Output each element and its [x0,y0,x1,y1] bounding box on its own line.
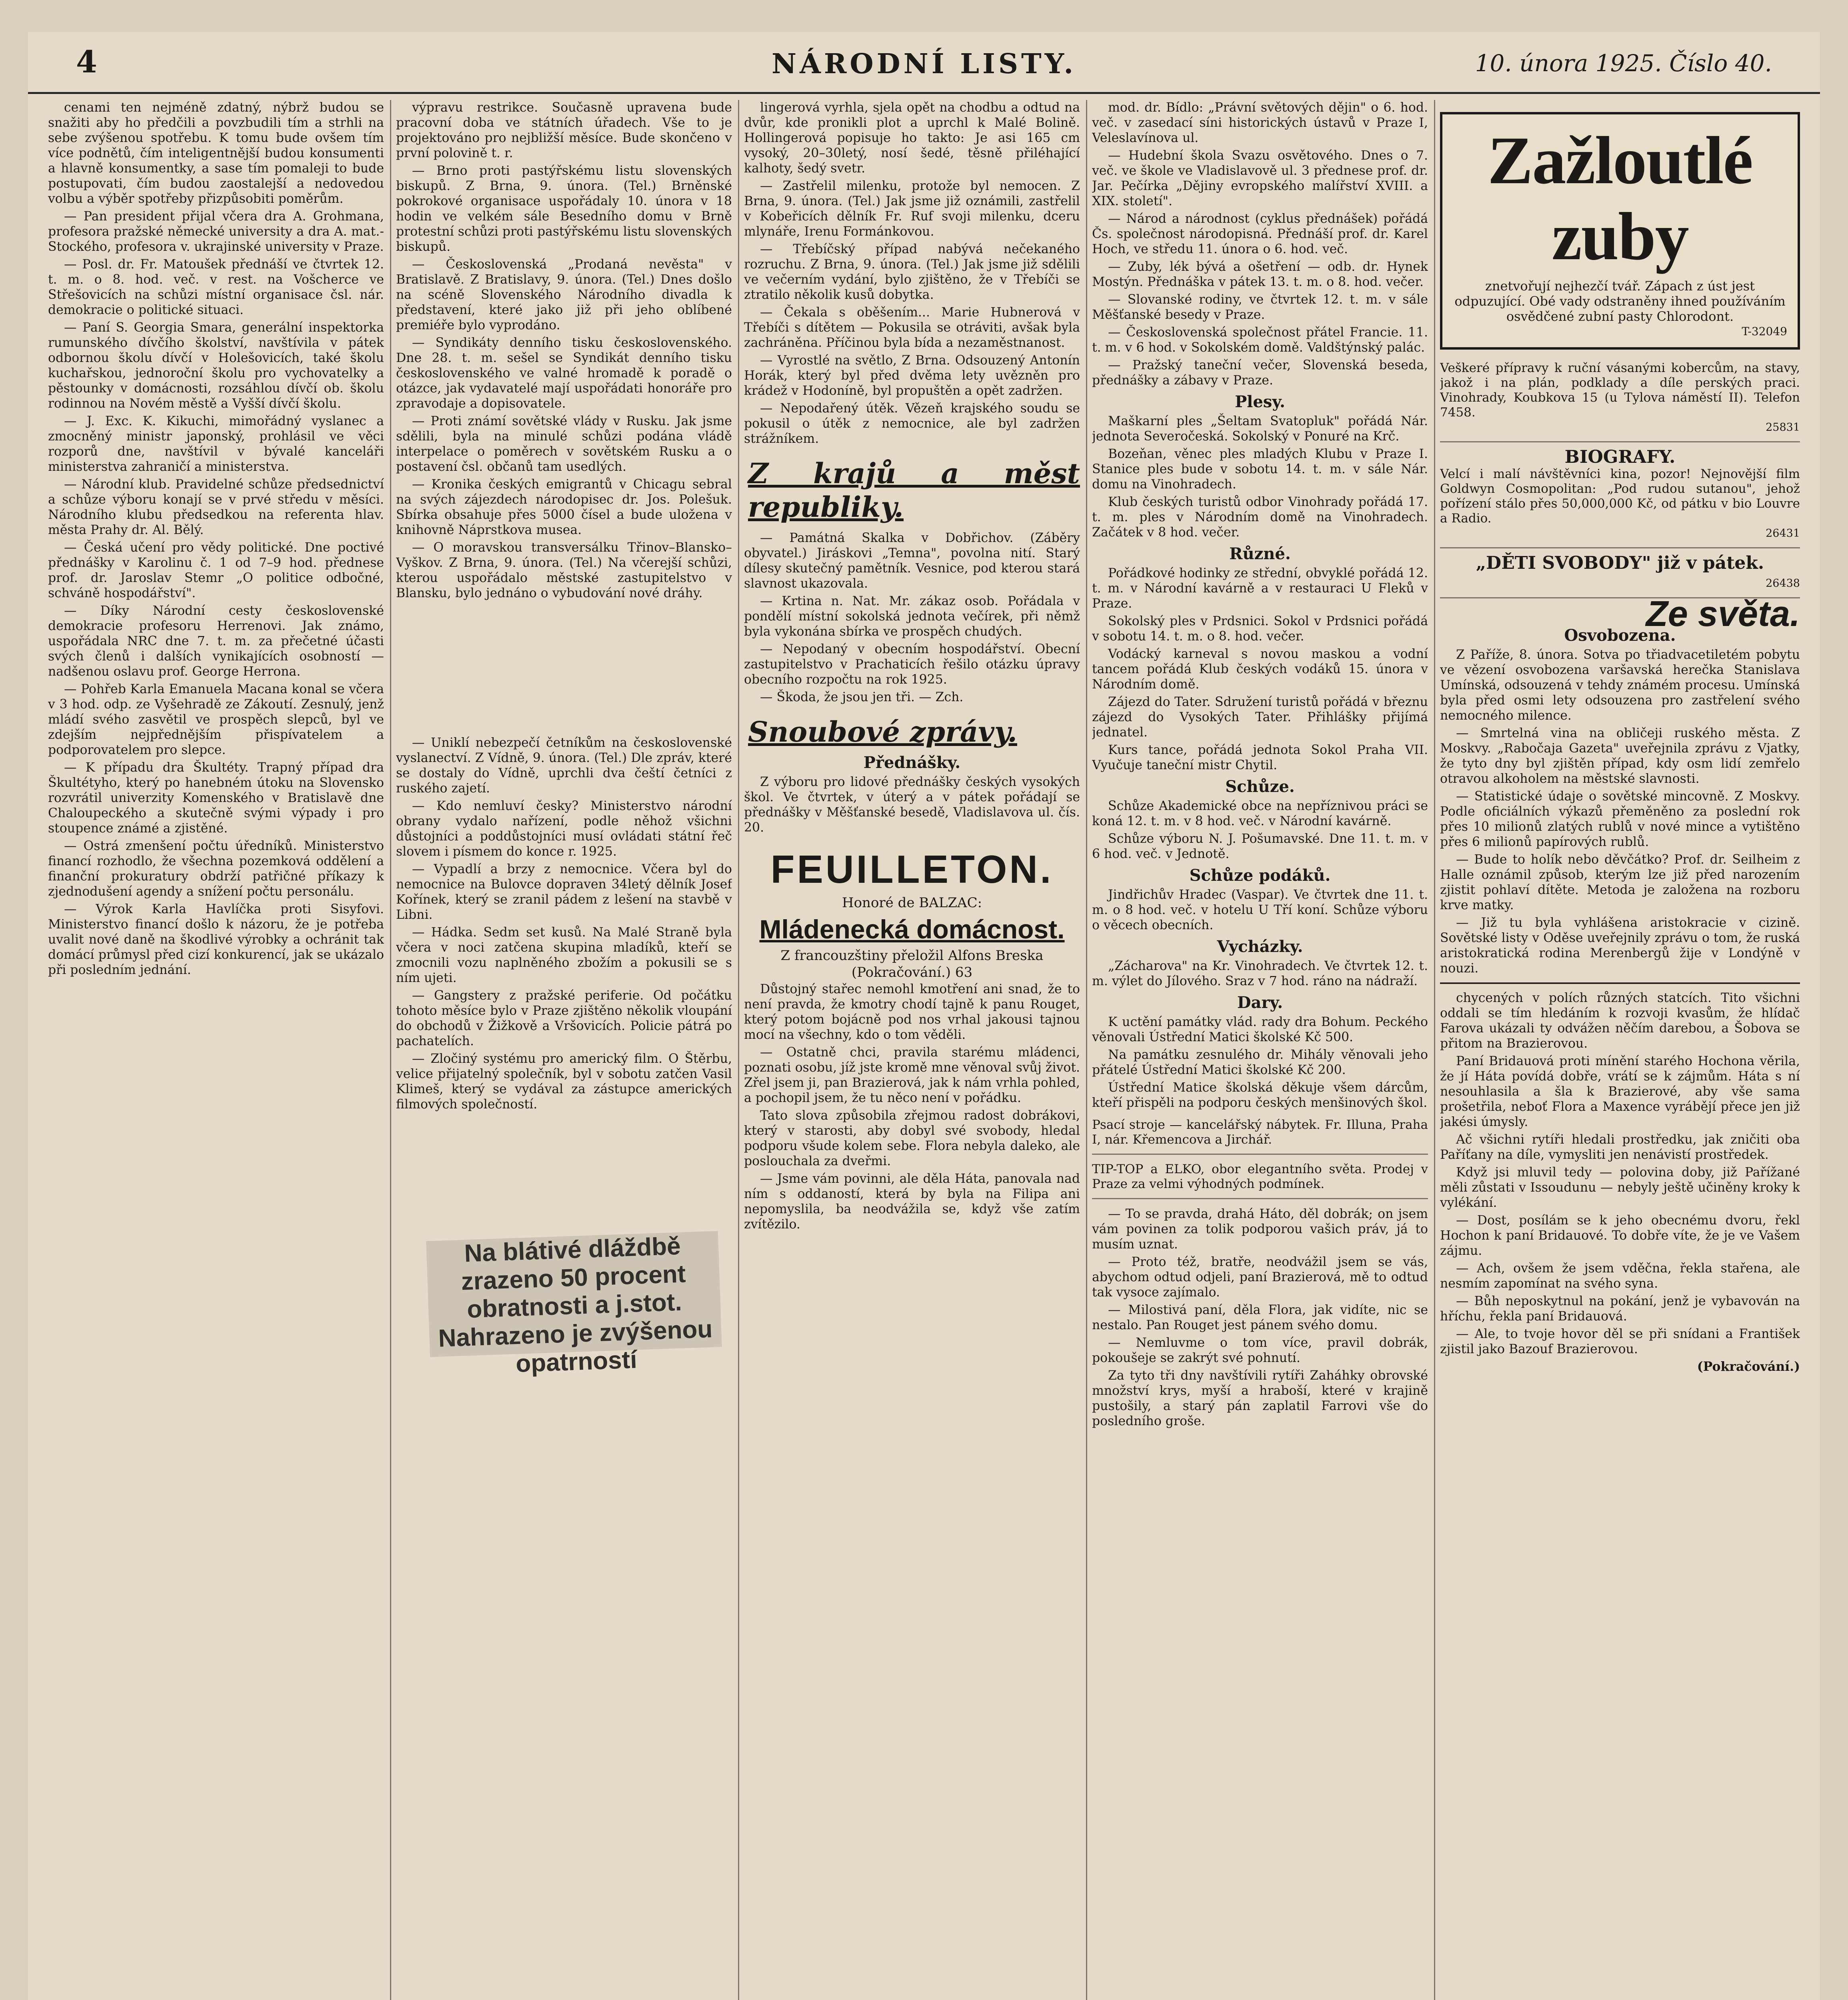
article-paragraph: Z výboru pro lidové přednášky českých vysokých škol. Ve čtvrtek, v úterý a v pátek pořádají se přednášky v Měšťanské besedě, Vladislavova ul. čís. 20. [744,775,1080,835]
article-paragraph: cenami ten nejméně zdatný, nýbrž budou se snažiti aby ho předčili a povzbudili tím a strhli na sebe zvýšenou spotřebu. K tomu bude ovšem tím více podnětů, čím inteligentnější budou konsumenti a hlavně konsumentky, a sase tím pomaleji to bude postupovati, čím budou zaostalejší a nedovedou volbu a výběr spotřeby přizpůsobiti poměrům. [48,100,384,206]
article-paragraph: — Zuby, lék bývá a ošetření — odb. dr. Hynek Mostýn. Přednáška v pátek 13. t. m. o 8. hod. večer. [1092,260,1428,289]
advertisement-headline: Zažloutlé zuby [1488,123,1752,274]
column-rule [1086,100,1087,2000]
toothpaste-advertisement [1440,112,1800,350]
cinema-reference: 26431 [1766,527,1800,540]
feuilleton-paragraph: Důstojný stařec nemohl kmotření ani snad, že to není pravda, že kmotry chodí tajně k panu Rouget, který potom bojácně pod nos vrhal jakousi tajnou mocí na všechny, kdo o tom věděli. [744,982,1080,1042]
article-paragraph: — Proti známí sovětské vlády v Rusku. Jak jsme sdělili, byla na minulé schůzi podána vládě interpelace o poměrech v sovětském Rusku a o postavení čsl. občanů tam usedlých. [396,414,732,474]
article-paragraph: Zájezd do Tater. Sdružení turistů pořádá v březnu zájezd do Vysokých Tater. Přihlášky přijímá jednatel. [1092,695,1428,740]
article-paragraph: — Vypadlí a brzy z nemocnice. Včera byl do nemocnice na Bulovce dopraven 34letý dělník Josef Kořínek, který se zranil pádem z lešení na stavbě v Libni. [396,862,732,922]
section-heading-gifts: Dary. [1237,993,1283,1012]
article-paragraph: K uctění památky vlád. rady dra Bohum. Peckého věnovali Ústřední Matici školské Kč 500. [1092,1015,1428,1044]
article-paragraph: — Vyrostlé na světlo, Z Brna. Odsouzený Antonín Horák, který byl před dvěma lety uvězněn pro krádež v Hodoníně, byl propuštěn a opět zadržen. [744,353,1080,398]
film-reference: 26438 [1766,577,1800,590]
article-paragraph: — K případu dra Škultéty. Trapný případ dra Škultétyho, který po hanebném útoku na Slovensko rozvrátil univerzity Komenského v Bratislavě dne Chaloupeckého a skutečně svými výpady i pro stoupence známé a zjistěné. [48,760,384,836]
boxed-headline-space [396,603,732,735]
boxed-headline: Na blátivé dláždbě zrazeno 50 procent obratnosti a j.stot. Nahrazeno je zvýšenou opatrností [426,1231,722,1357]
article-paragraph: Bozeňan, věnec ples mladých Klubu v Praze I. Stanice ples bude v sobotu 14. t. m. v sále Nár. domu na Vinohradech. [1092,447,1428,492]
article-paragraph: — Smrtelná vina na obličeji ruského města. Z Moskvy. „Rabočaja Gazeta" uveřejnila zprávu z Vjatky, že tyto dny byl zjištěn případ, kdy osm lidí zemřelo otravou alkoholem na městské slavnosti. [1440,726,1800,786]
classified-ad [1092,1118,1428,1155]
cinema-text: Velcí i malí návštěvníci kina, pozor! Nejnovější film Goldwyn Cosmopolitan: „Pod rudou sutanou", jehož pořízení stálo přes 50,000,000 Kč, od pátku v bio Louvre a Radio. [1440,467,1800,526]
cinema-advertisement [1440,447,1800,548]
column-1 [48,100,384,2000]
column-5 [1440,100,1800,2000]
article-paragraph: — Zastřelil milenku, protože byl nemocen. Z Brna, 9. února. (Tel.) Jak jsme již oznámili, zastřelil v Kobeřicích dělník Fr. Ruf svoji milenku, dceru mlynáře, Irenu Formánkovou. [744,179,1080,239]
article-paragraph: Maškarní ples „Šeltam Svatopluk" pořádá Nár. jednota Severočeská. Sokolský v Ponuré na Krč. [1092,414,1428,444]
classified-ad-text: Psací stroje — kancelářský nábytek. Fr. Illuna, Praha I, nár. Křemencova a Jirchář. [1092,1118,1428,1147]
article-paragraph: — Národní klub. Pravidelné schůze předsednictví a schůze výboru konají se v prvé středu v měsíci. Národního klubu předsedkou na referenta hlav. města Prahy dr. Al. Bělý. [48,477,384,537]
page-number: 4 [76,44,97,80]
feuilleton-paragraph: — Nemluvme o tom více, pravil dobrák, pokoušeje se zakrýt své pohnutí. [1092,1336,1428,1365]
column-rule [390,100,391,2000]
section-heading-world: Ze světa. [1646,594,1800,634]
article-paragraph: Schůze Akademické obce na nepříznivou práci se koná 12. t. m. v 8 hod. več. v Národní kavárně. [1092,799,1428,828]
section-heading-voter-meetings: Schůze podáků. [1189,866,1331,885]
column-rule [1434,100,1435,2000]
feuilleton-title: FEUILLETON. [770,847,1054,891]
article-paragraph: Schůze výboru N. J. Pošumavské. Dne 11. t. m. v 6 hod. več. v Jednotě. [1092,832,1428,861]
feuilleton-paragraph: — Jsme vám povinni, ale děla Háta, panovala nad ním s oddaností, která by byla na Filipa ani nepomyslila, ba neodvážila se, když vše zatím zvítězilo. [744,1172,1080,1232]
article-paragraph: — Škoda, že jsou jen tři. — Zch. [760,690,964,704]
article-paragraph: — Kronika českých emigrantů v Chicagu sebral na svých zájezdech národopisec dr. Jos. Polešuk. Sbírka obsahuje přes 5000 čísel a bude uložena v knihovně Náprstkova musea. [396,477,732,537]
article-paragraph: — Hádka. Sedm set kusů. Na Malé Straně byla včera v noci zatčena skupina mladíků, kteří se zmocnili vozu naplněného zbožím a pokusili se s ním ujeti. [396,925,732,985]
feuilleton-paragraph: — Proto též, bratře, neodvážil jsem se vás, abychom odtud odjeli, paní Brazierová, mě to odtud tak vysoce zajímalo. [1092,1255,1428,1300]
section-divider [1440,982,1800,984]
feuilleton-paragraph: — Bůh neposkytnul na pokání, jenž je vybavován na hříchu, řekla paní Bridauová. [1440,1294,1800,1324]
feuilleton-paragraph: — Ach, ovšem že jsem vděčna, řekla stařena, ale nesmím zapomínat na svého syna. [1440,1261,1800,1291]
article-paragraph: — Zločiný systému pro americký film. O Štěrbu, velice přijatelný společník, byl v sobotu zatčen Vasil Klimeš, který se vydával za zástupce amerických filmových společností. [396,1052,732,1112]
advertisement-text: znetvořují nejhezčí tvář. Zápach z úst jest odpuzující. Obé vady odstraněny ihned používáním osvědčené zubní pasty Chlorodont. [1454,278,1786,324]
column-3 [744,100,1080,2000]
article-paragraph: — Bude to holík nebo děvčátko? Prof. dr. Seilheim z Halle oznámil způsob, kterým lze již před narozením zjistit pohlaví dítěte. Metoda je založena na rozboru krve matky. [1440,852,1800,912]
article-paragraph: — J. Exc. K. Kikuchi, mimořádný vyslanec a zmocněný ministr japonský, prohlásil ve věci rozporů dne, navštívil v bývalé kanceláři ministerstva zahraničí a ministerstva. [48,414,384,474]
article-paragraph: Pořádkové hodinky ze střední, obvyklé pořádá 12. t. m. v Národní kavárně a v restauraci U Fleků v Praze. [1092,566,1428,611]
article-paragraph: — Kdo nemluví česky? Ministerstvo národní obrany vydalo nařízení, podle něhož všichni důstojníci a poddůstojníci musí ovládati státní řeč slovem i písmem do konce r. 1925. [396,799,732,859]
carpet-advertisement [1440,361,1800,442]
feuilleton-paragraph: — To se pravda, drahá Háto, děl dobrák; on jsem vám povinen za tolik podporou vašich práv, já to musím uznat. [1092,1207,1428,1252]
article-paragraph: Kurs tance, pořádá jednota Sokol Praha VII. Vyučuje taneční mistr Chytil. [1092,743,1428,772]
continued-label: (Pokračování.) [851,964,951,980]
article-paragraph: — Třebíčský případ nabývá nečekaného rozruchu. Z Brna, 9. února. (Tel.) Jak jsme již sdělili ve večerním vydání, bylo zjištěno, že v Třebíči se ztratilo několik kusů dobytka. [744,242,1080,302]
advertisement-reference: T-32049 [1742,325,1787,338]
feuilleton-paragraph: — Milostivá paní, děla Flora, jak vidíte, nic se nestalo. Pan Rouget jest pánem svého domu. [1092,1303,1428,1332]
article-paragraph: — Výrok Karla Havlíčka proti Sisyfovi. Ministerstvo financí došlo k názoru, že je potřeba uvalit nové daně na škodlivé výrobky a ochránit tak domácí průmysl před cizí konkurencí, jak se ukázalo při posledním jednání. [48,902,384,977]
article-paragraph: — Paní S. Georgia Smara, generální inspektorka rumunského dívčího školství, navštívila v pátek odbornou školu dívčí v Holešovicích, také školu kuchařskou, jednoroční školu pro vychovatelky a pěstounky v domácnosti, rozsáhlou dívčí ob. školu rodinnou na Novém městě a Vyšší dívčí školu. [48,320,384,411]
article-paragraph: — Památná Skalka v Dobřichov. (Záběry obyvatel.) Jiráskovi „Temna", povolna nití. Starý dílesy skutečný pamětník. Vesnice, pod kterou stará slavnost ukazovala. [744,531,1080,591]
article-paragraph: — Posl. dr. Fr. Matoušek přednáší ve čtvrtek 12. t. m. o 8. hod. več. v rest. na Vošcherce ve Střešovicích na schůzi místní organisace čsl. nár. demokracie o politické situaci. [48,257,384,317]
section-heading-meetings: Schůze. [1225,777,1295,796]
classified-ad [1092,1162,1428,1199]
article-paragraph: lingerová vyrhla, sjela opět na chodbu a odtud na dvůr, kde pronikli plot a uprchl k Malé Bolině. Hollingerová popisuje ho takto: Je asi 165 cm vysoký, 20–30letý, nosí šedé, těsně přiléhající kalhoty, šedý svetr. [744,100,1080,176]
article-paragraph: — Díky Národní cesty československé demokracie profesoru Herrenovi. Jak známo, uspořádala NRC dne 7. t. m. za přečetné účasti svých členů i dalších vynikajících osobností — nadšenou oslavu prof. George Herrona. [48,604,384,679]
article-paragraph: — Hudební škola Svazu osvětového. Dnes o 7. več. ve škole ve Vladislavově ul. 3 přednese prof. dr. Jar. Pečírka „Dějiny evropského malířství XVIII. a XIX. století". [1092,148,1428,208]
article-paragraph: — O moravskou transversálku Třinov–Blansko–Vyškov. Z Brna, 9. února. (Tel.) Na včerejší schůzi, kterou uspořádalo městské zastupitelstvo v Blansku, bylo jednáno o vybudování nové dráhy. [396,540,732,600]
newspaper-title: NÁRODNÍ LISTY. [771,48,1077,80]
article-paragraph: Jindřichův Hradec (Vaspar). Ve čtvrtek dne 11. t. m. o 8 hod. več. v hotelu U Tří koní. Schůze výboru o věcech obecních. [1092,888,1428,932]
article-paragraph: Ústřední Matice školská děkuje všem dárcům, kteří přispěli na podporu českých menšinových škol. [1092,1080,1428,1110]
feuilleton-paragraph: Paní Bridauová proti mínění starého Hochona věrila, že jí Háta povídá dobře, vrátí se k zájmům. Háta s ní nesouhlasila a šla k Brazierové, aby vše sama prošetřila, neboť Flora a Maxence vyrábějí přece jen již jakési úmysly. [1440,1054,1800,1129]
section-heading-outings: Vycházky. [1217,937,1303,956]
article-paragraph: „Zácharova" na Kr. Vinohradech. Ve čtvrtek 12. t. m. výlet do Jílového. Sraz v 7 hod. ráno na nádraží. [1092,959,1428,988]
feuilleton-novel-title: Mládenecká domácnost. [759,914,1065,944]
feuilleton-paragraph: chycených v polích různých statcích. Tito všichni oddali se tím hledáním k rozvoji kvasům, že hlídač Farova ukázali ty odvážen něčím darebou, a Šobova se přitom na Brazierovou. [1440,991,1800,1051]
feuilleton-paragraph: — Dost, posílám se k jeho obecnému dvoru, řekl Hochon k paní Bridauové. To dobře víte, že je ve Vašem zájmu. [1440,1213,1800,1258]
continued-note: (Pokračování.) [1697,1359,1800,1374]
article-paragraph: — Nepodařený útěk. Vězeň krajského soudu se pokusil o útěk z nemocnice, ale byl zadržen strážníkem. [744,401,1080,446]
feuilleton-paragraph: Za tyto tři dny navštívili rytíři Zaháhky obrovské množství krys, myší a hraboší, které v krajině pustošily, a starý pán zaplatil Farrovi vše do posledního groše. [1092,1368,1428,1428]
feuilleton-paragraph: Ač všichni rytíři hledali prostředku, jak zničiti oba Paříťany na díle, vymysliti jen nenávistí prostředek. [1440,1132,1800,1162]
article-paragraph: Klub českých turistů odbor Vinohrady pořádá 17. t. m. ples v Národním domě na Vinohradech. Začátek v 8 hod. večer. [1092,495,1428,540]
classified-ad-text: TIP-TOP a ELKO, obor elegantního světa. Prodej v Praze za velmi výhodných podmínek. [1092,1162,1428,1191]
cinema-heading: BIOGRAFY. [1564,447,1676,467]
feuilleton-paragraph: — Ale, to tvoje hovor děl se při snídani a František zjistil jako Bazouf Brazierovou. [1440,1327,1800,1356]
article-paragraph: — Gangstery z pražské periferie. Od počátku tohoto měsíce bylo v Praze zjištěno několik vloupání do obchodů v Žižkově a Vršovicích. Policie pátrá po pachatelích. [396,988,732,1048]
newspaper-page [28,32,1820,2000]
article-paragraph: — Brno proti pastýřskému listu slovenských biskupů. Z Brna, 9. února. (Tel.) Brněnské pokrokové organisace uspořádaly 10. února v 18 hodin ve velkém sále Besedního domu v Brně protestní schůzi proti pastýřskému listu slovenských biskupů. [396,164,732,254]
article-paragraph: — Krtina n. Nat. Mr. zákaz osob. Pořádala v pondělí místní sokolská jednota večírek, při němž byla vykonána sbírka ve prospěch chudých. [744,594,1080,639]
film-title: „DĚTI SVOBODY" již v pátek. [1476,553,1764,573]
section-heading-lectures: Přednášky. [863,753,961,772]
feuilleton-author: Honoré de BALZAC: [842,895,982,911]
article-paragraph: Z Paříže, 8. února. Sotva po třiadvacetiletém pobytu ve vězení osvobozena varšavská herečka Stanislava Umínská, odsouzená v tehdy známém procesu. Umínská byla před osmi lety odsouzena pro zastřelení svého nemocného milence. [1440,648,1800,723]
article-paragraph: — Pohřeb Karla Emanuela Macana konal se včera v 3 hod. odp. ze Vyšehradě ze Zákoutí. Zesnulý, jenž mládí svého zasvětil ve prospěch slepců, byl ve zdejším nejpřednějším přispívatelem a podporovatelem pro slepce. [48,682,384,757]
article-paragraph: — Syndikáty denního tisku československého. Dne 28. t. m. sešel se Syndikát denního tisku československého ve valné hromadě k poradě o otázce, jak vydavatelé mají uspořádati honoráře pro zpravodaje a dopisovatele. [396,336,732,411]
article-paragraph: Vodácký karneval s novou maskou a vodní tancem pořádá Klub českých vodáků 15. února v Národním domě. [1092,647,1428,692]
classified-ad-text: Veškeré přípravy k ruční vásanými kobercům, na stavy, jakož i na plán, podklady a díle perských praci. Vinohrady, Koubkova 15 (u Tylova náměstí II). Telefon 7458. [1440,361,1800,420]
feuilleton-paragraph: Tato slova způsobila zřejmou radost dobrákovi, který v starosti, aby dobyl své svobody, hledal podporu všude kolem sebe. Flora nebyla daleko, ale poslouchala za dveřmi. [744,1108,1080,1168]
article-paragraph: — Statistické údaje o sovětské mincovně. Z Moskvy. Podle oficiálních výkazů přeměněno za poslední rok přes 10 milionů zlatých rublů v nové mince a vytištěno přes 6 milionů papírových rublů. [1440,789,1800,849]
section-heading-engagements: Snoubové zprávy. [748,715,1017,748]
article-paragraph: výpravu restrikce. Současně upravena bude pracovní doba ve státních úřadech. Vše to je projektováno pro nejbližší měsíce. Bude skončeno v první polovině t. r. [396,100,732,160]
column-4 [1092,100,1428,2000]
section-heading-regions: Z krajů a měst republiky. [748,457,1080,524]
feuilleton-translator: Z francouzštiny přeložil Alfons Breska [780,948,1044,964]
article-paragraph: — Pan president přijal včera dra A. Grohmana, profesora pražské německé university a dra A. mat.-Stockého, profesora v. ukrajinské university v Praze. [48,209,384,254]
issue-date: 10. února 1925. Číslo 40. [1475,50,1772,77]
article-paragraph: mod. dr. Bídlo: „Právní světových dějin" o 6. hod. več. v zasedací síni historických ústavů v Praze I, Veleslavínova ul. [1092,100,1428,145]
article-paragraph: — Národ a národnost (cyklus přednášek) pořádá Čs. společnost národopisná. Přednáší prof. dr. Karel Hoch, ve středu 11. února o 6. hod. več. [1092,212,1428,256]
article-paragraph: — Pražský taneční večer, Slovenská beseda, přednášky a zábavy v Praze. [1092,358,1428,388]
classified-ad-reference: 25831 [1766,421,1800,434]
article-heading-released: Osvobozena. [1564,626,1676,645]
feuilleton-continued [744,965,1080,980]
masthead [28,32,1820,94]
column-rule [738,100,739,2000]
article-paragraph: — Československá „Prodaná nevěsta" v Bratislavě. Z Bratislavy, 9. února. (Tel.) Dnes došlo na scéně Slovenského Národního divadla k představení, které jako již při jeho oblíbené premiéře bylo vyprodáno. [396,257,732,332]
article-paragraph: — Již tu byla vyhlášena aristokracie v cizině. Sovětské listy v Oděse uveřejnily zprávu o tom, že ruská aristokratická rodina Merenbergů žije v Londýně v nouzi. [1440,916,1800,976]
film-advertisement [1440,553,1800,598]
article-paragraph: — Čekala s oběšením... Marie Hubnerová v Třebíči s dítětem — Pokusila se otráviti, avšak byla zachráněna. Příčinou byla bída a nezaměstnanost. [744,305,1080,350]
section-heading-balls: Plesy. [1235,392,1285,411]
article-paragraph: — Ostrá zmenšení počtu úředníků. Ministerstvo financí rozhodlo, že všechna pozemková oddělení a finanční prokuratury obdrží patřičné příkazy k zjednodušení agendy a snížení počtu personálu. [48,839,384,899]
part-number: 63 [955,964,973,980]
article-paragraph: Sokolský ples v Prdsnici. Sokol v Prdsnici pořádá v sobotu 14. t. m. o 8. hod. večer. [1092,614,1428,644]
feuilleton-paragraph: Když jsi mluvil tedy — polovina doby, již Pařížané měli zůstati v Issoudunu — nebyly ještě učiněny kroky k vylékání. [1440,1165,1800,1210]
article-paragraph: — Nepodaný v obecním hospodářství. Obecní zastupitelstvo v Prachaticích řešilo otázku úpravy obecního rozpočtu na rok 1925. [744,642,1080,687]
column-2 [396,100,732,2000]
feuilleton-paragraph: — Ostatně chci, pravila starému mládenci, poznati osobu, jíž jste kromě mne věnoval svůj život. Zřel jsem ji, pan Brazierová, jak k nám vrhla pohled, a pochopil jsem, že tu něco není v pořádku. [744,1045,1080,1105]
article-paragraph: — Česká učení pro vědy politické. Dne poctivé přednášky v Karolinu č. 1 od 7–9 hod. přednese prof. dr. Jaroslav Stemr „O politice odbočné, schváně hospodářství". [48,540,384,600]
article-paragraph: — Slovanské rodiny, ve čtvrtek 12. t. m. v sále Měšťanské besedy v Praze. [1092,292,1428,322]
article-paragraph: — Uniklí nebezpečí četníkům na československé vyslanectví. Z Vídně, 9. února. (Tel.) Dle zpráv, které se dostaly do Vídně, uprchli dva čeští četníci z ruského zajetí. [396,736,732,796]
article-paragraph: — Československá společnost přátel Francie. 11. t. m. v 6 hod. v Sokolském domě. Valdštýnský palác. [1092,325,1428,355]
section-heading-misc: Různé. [1229,544,1291,563]
article-paragraph: Na památku zesnulého dr. Mihály věnovali jeho přátelé Ústřední Matici školské Kč 200. [1092,1048,1428,1077]
